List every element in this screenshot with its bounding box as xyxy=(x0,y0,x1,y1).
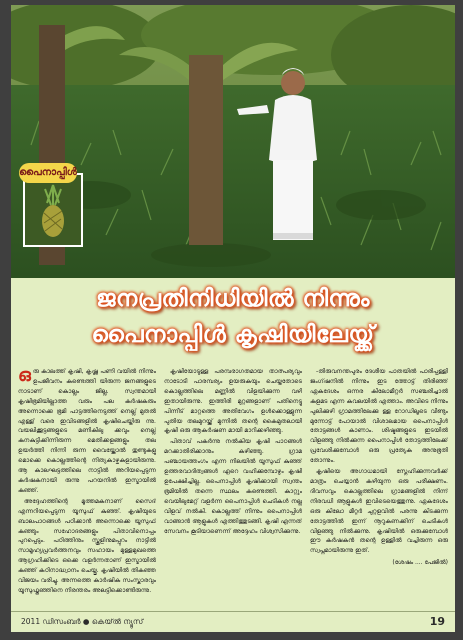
article-column-2 xyxy=(164,367,302,607)
article-column-3 xyxy=(310,367,448,607)
page-number: 19 xyxy=(429,615,445,628)
paragraph: പിതാവ് പകർന്നു നൽകിയ കൃഷി പാഠങ്ങൾ മറക്കാതിരിക്കാനും കഴിഞ്ഞു. ഗ്രാമ പഞ്ചായത്തംഗം എന്ന നിലയിൽ യൂസുഫ് കുഞ്ഞ് ഉത്തരവാദിത്വങ്ങൾ ഏറെ വഹിക്കുമ്പോഴും കൃഷി ഉപേക്ഷിച്ചില്ല. പൈനാപ്പിൾ കൃഷിക്കായി സ്വന്തം ഭൂമിയിൽ തന്നെ സ്ഥലം കണ്ടെത്തി. കാറ്റും വെയിലുമേറ്റ് വളർന്ന പൈനാപ്പിൾ ചെടികൾ നല്ല വിളവ് നൽകി. കൊല്ലത്ത് നിന്നും പൈനാപ്പിൾ വാങ്ങാൻ ആളുകൾ എത്തിത്തുടങ്ങി. കൃഷി എന്നത് സേവനം കൂടിയാണെന്ന് അദ്ദേഹം വിശ്വസിക്കുന്നു. xyxy=(164,438,302,535)
page-headline xyxy=(11,281,455,359)
drop-cap: ഒ xyxy=(18,367,31,386)
article-column-1 xyxy=(18,367,156,607)
hero-photo xyxy=(11,5,455,278)
page-footer xyxy=(11,611,455,632)
paragraph: കൃഷിയെ അഗാധമായി സ്നേഹിക്കുന്നവർക്ക് മാത്രം ചെയ്യാൻ കഴിയുന്ന ഒരു പരീക്ഷണം. ദിവസവും കൊല്ലത്തിലെ ഗ്രാമങ്ങളിൽ നിന്ന് നിരവധി ആളുകൾ ഇവിടെയെത്തുന്നു. ഏകദേശം ഒരു കിലോ മീറ്റർ ചുറ്റളവിൽ പരന്നു കിടക്കുന്ന തോട്ടത്തിൽ ഇന്ന് നൂറുകണക്കിന് ചെടികൾ വിളഞ്ഞു നിൽക്കുന്നു. കൃഷിയിൽ ഒരുക്കുമ്പോൾ ഈ കർഷകൻ തന്റെ ഉള്ളിൽ വച്ചിരുന്ന ഒരു സ്വപ്നമായിരുന്നു ഇത്. xyxy=(310,468,448,555)
issue-info: 2011 ഡിസംബർ ● കെയ്ൽ ന്യൂസ് xyxy=(21,617,144,626)
pineapple-icon xyxy=(25,175,81,245)
headline-line-2: പൈനാപ്പിൾ കൃഷിയിലേയ്ക്ക് xyxy=(91,322,375,348)
magazine-page xyxy=(11,5,455,632)
pineapple-inset-photo xyxy=(23,173,83,247)
paragraph: അദ്ദേഹത്തിന്റെ മൂത്തമകനാണ് സൈദ് എന്നറിയപ്പെടുന്ന യൂസുഫ് കുഞ്ഞ്. കൃഷിയുടെ ബാലപാഠങ്ങൾ പഠിക്കാൻ അന്നൊക്കെ യൂസുഫ് കുഞ്ഞും സഹോദരങ്ങളും പിതാവിനൊപ്പം പുറപ്പെടും. പഠിത്തിനും സ്കൂളിനുമപ്പുറം നാട്ടിൽ സാമൂഹ്യപ്രവർത്തനവും സഹായം മുള്ളമുഖത്തെ ആഗ്രഹിക്കിടെ ഒക്കെ വളർന്നതാണ് ഇസ്മായിൽ കുഞ്ഞ് കഠിനാദ്ധ്വാനം ചെയ്തു. കൃഷിയിൽ തികഞ്ഞ വിജയം വരിച്ചു. അന്നത്തെ കാർഷിക സംസ്കാരവും യൂസുഫ്കുഞ്ഞിനെ നിരന്തരം അലട്ടിക്കൊണ്ടിരുന്നു. xyxy=(18,497,156,594)
paragraph: -തിരുവനന്തപുരം ദേശീയ പാതയിൽ പാരിപ്പള്ളി ജംഗ്ഷനിൽ നിന്നും ഇട ത്തോട്ട് തിരിഞ്ഞ് ഏകദേശം ഒന്നര കിലോമീറ്റർ സഞ്ചരിച്ചാൽ കുളമട എന്ന കവലയിൽ എത്താം. അവിടെ നിന്നും പുലിക്കുഴി ഗ്രാമത്തിലേക്കു ള്ള റോഡിലൂടെ വീണ്ടും മുന്നോട്ട് പോയാൽ വിശാലമായ പൈനാപ്പിൾ തോട്ടങ്ങൾ കാണാം. ശിഷ്ടങ്ങളുടെ ഇടയിൽ വിളഞ്ഞു നിൽക്കുന്ന പൈനാപ്പിൾ തോട്ടത്തിലേക്ക് പ്രവേശിക്കുമ്പോൾ ഒരു പ്രത്യേക അനുഭൂതി തോന്നും. xyxy=(310,368,448,465)
paragraph: കൃഷിയോടുള്ള പരമ്പരാഗതമായ താത്പര്യവും നാടോടി പാരമ്പര്യം ഉയരുകയും ചെയ്തതോടെ കൊല്ലത്തിലെ മണ്ണിൽ വിളയിക്കുന്ന വഴി ഇതായിരുന്നു. ഇത്തിരി മുറ്റങ്ങളാണ് പതിനെട്ടു പിന്നീട് മാറ്റത്തെ അതിവേഗം ഉൾക്കൊള്ളുന്ന പുതിയ തലമുറയ്ക്ക് മുന്നിൽ തന്റെ കൈമുതലായി കൃഷി ഒരു ആകർഷണ മായി മാറിക്കഴിഞ്ഞു. xyxy=(164,368,302,435)
continued-note: (ശേഷം .... പേജിൽ) xyxy=(392,559,448,567)
paragraph: ഒരു കാലത്ത് കൃഷി, കൃഷ്ണ പണി വയിൽ നിന്നും ഉപജീവനം കണ്ടെത്തി യിരുന്ന ജനങ്ങളുടെ നാടാണ് കൊല്ലം ജില്ല. സ്വന്തമായി കൃഷിഭൂമിയില്ലാത്ത വരും പല കർഷകരും അന്നൊക്കെ ഭൂമി പാട്ടത്തിനെടുത്ത് നെല്ല് മുതൽ എള്ള് വരെ ഇവിടങ്ങളിൽ കൃഷിചെയ്തിരു ന്നു. വയലിക്കൂട്ടങ്ങളുടെ മണികിലു ക്കവും നെല്ല് കുനകുട്ടിക്കിന്നിരുന്ന മെതിക്കളങ്ങളും തല ഉയർത്തി നിന്നി രുന്ന വൈയ്ക്കോൽ തുണ്ടുകളു മൊക്കെ കൊല്ലത്തിന്റെ നിത്യകാഴ്ചകളായിരുന്നു. ആ കാലഘട്ടത്തിലെ നാട്ടിൽ അറിയപ്പെടുന്ന കർഷകനായി രുന്നു പറയനിൽ ഇസ്മായിൽ കുഞ്ഞ്. xyxy=(18,367,156,494)
headline-line-1: ജനപ്രതിനിധിയിൽ നിന്നും xyxy=(96,286,370,312)
article-body xyxy=(18,367,448,607)
inset-label: പൈനാപ്പിൾ xyxy=(19,163,77,183)
